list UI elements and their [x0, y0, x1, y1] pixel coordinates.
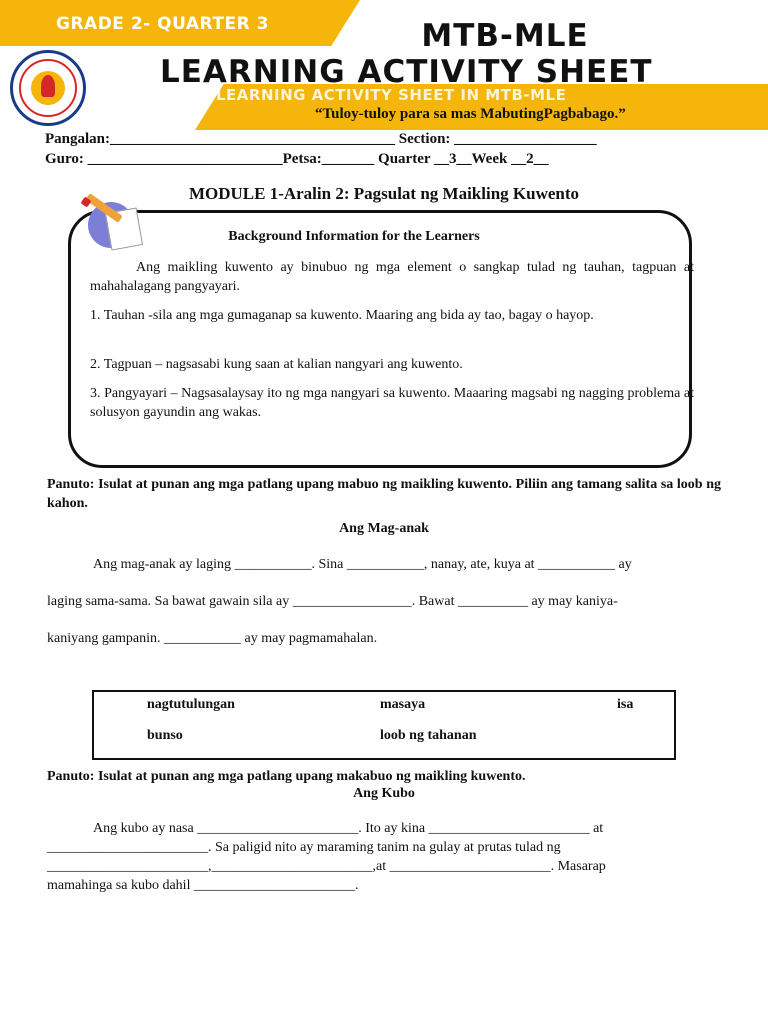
activity2-story-line[interactable]: Ang kubo ay nasa _______________________. Ito ay kina _______________________ at — [93, 821, 604, 836]
module-title: MODULE 1-Aralin 2: Pagsulat ng Maikling Kuwento — [188, 184, 580, 203]
word-choice: loob ng tahanan — [380, 728, 477, 743]
sheet-title: LEARNING ACTIVITY SHEET — [160, 54, 653, 90]
activity2-story-line[interactable]: mamahinga sa kubo dahil _______________________. — [47, 878, 359, 893]
motto: “Tuloy-tuloy para sa mas MabutingPagbabago.” — [315, 106, 626, 122]
school-seal-logo — [10, 50, 86, 126]
word-choice: isa — [617, 697, 634, 712]
teacher-date-field-line[interactable]: Guro: __________________________Petsa:_______ Quarter __3__Week __2__ — [45, 151, 549, 167]
activity1-story-line[interactable]: kaniyang gampanin. ___________ ay may pagmamahalan. — [47, 631, 378, 646]
activity1-story-line[interactable]: Ang mag-anak ay laging ___________. Sina ___________, nanay, ate, kuya at ___________ ay — [93, 557, 632, 572]
activity2-story-line[interactable]: _______________________. Sa paligid nito ay maraming tanim na gulay at prutas tulad ng — [47, 840, 561, 855]
background-heading: Background Information for the Learners — [228, 229, 480, 244]
background-info-box — [68, 210, 692, 468]
activity1-instructions: Panuto: Isulat at punan ang mga patlang upang mabuo ng maikling kuwento. Piliin ang tamang salita sa loob ng kahon. — [47, 477, 721, 511]
background-item-tagpuan: 2. Tagpuan – nagsasabi kung saan at kalian nangyari ang kuwento. — [90, 357, 463, 372]
activity2-story-line[interactable]: _______________________,_______________________,at _______________________. Masarap — [47, 859, 606, 874]
activity2-instructions: Panuto: Isulat at punan ang mga patlang upang makabuo ng maikling kuwento. — [47, 769, 526, 784]
activity1-story-line[interactable]: laging sama-sama. Sa bawat gawain sila ay _________________. Bawat __________ ay may kaniya- — [47, 594, 618, 609]
subject-title: MTB-MLE — [421, 18, 589, 54]
ghost-subtitle: LEARNING ACTIVITY SHEET IN MTB-MLE — [216, 86, 567, 104]
word-choice: masaya — [380, 697, 426, 712]
background-item-tauhan: 1. Tauhan -sila ang mga gumaganap sa kuwento. Maaring ang bida ay tao, bagay o hayop. — [90, 308, 594, 323]
word-choice: bunso — [147, 728, 183, 743]
activity1-story-title: Ang Mag-anak — [339, 521, 429, 536]
word-choice: nagtutulungan — [147, 697, 235, 712]
name-section-field-line[interactable]: Pangalan:______________________________________ Section: ___________________ — [45, 131, 597, 147]
background-item-pangyayari: 3. Pangyayari – Nagsasalaysay ito ng mga nangyari sa kuwento. Maaaring magsabi ng nagging problema at solusyon gayundin ang wakas. — [90, 386, 694, 420]
activity2-story-title: Ang Kubo — [353, 786, 415, 801]
grade-quarter-label: GRADE 2- QUARTER 3 — [56, 14, 269, 34]
background-intro: Ang maikling kuwento ay binubuo ng mga element o sangkap tulad ng tauhan, tagpuan at mahahalagang pangyayari. — [90, 260, 694, 294]
